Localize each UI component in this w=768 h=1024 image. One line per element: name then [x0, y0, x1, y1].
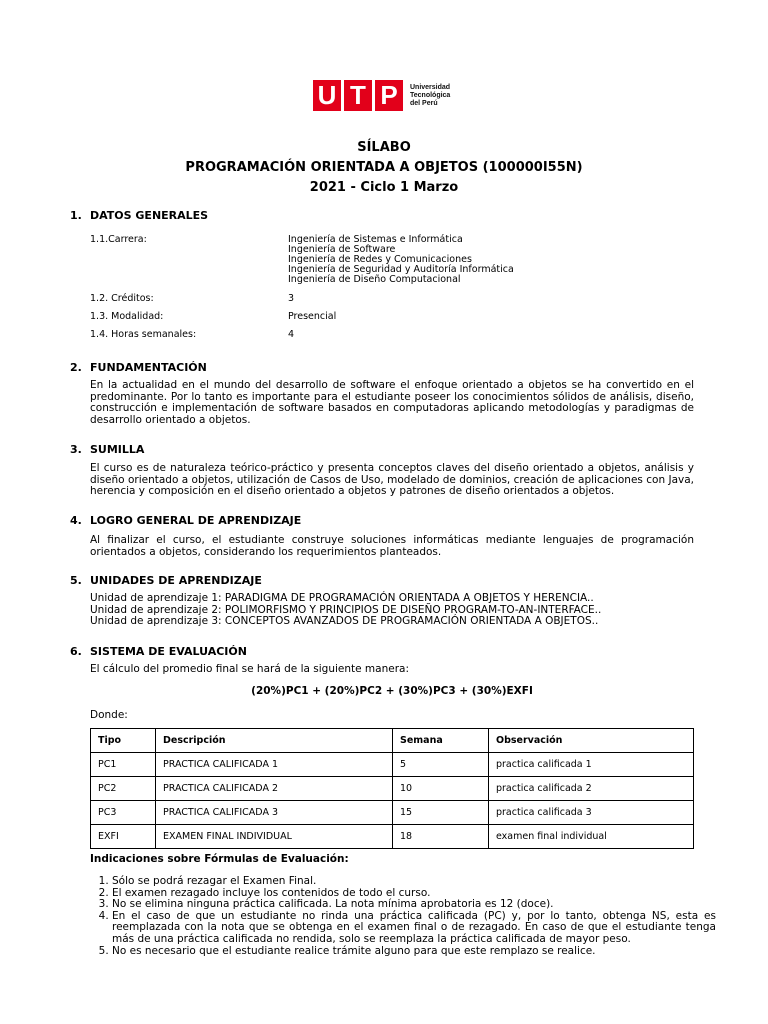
- course-title: PROGRAMACIÓN ORIENTADA A OBJETOS (100000I55N): [185, 160, 583, 175]
- unit-item: Unidad de aprendizaje 1: PARADIGMA DE PROGRAMACIÓN ORIENTADA A OBJETOS Y HERENCIA..: [90, 592, 594, 604]
- value-creditos: 3: [288, 293, 295, 304]
- table-header-row: [91, 729, 694, 753]
- evaluation-intro: El cálculo del promedio final se hará de la siguiente manera:: [90, 663, 409, 675]
- logro-text: Al finalizar el curso, el estudiante construye soluciones informáticas mediante lenguajes de programación orientados a objetos, considerando los requerimientos planteados.: [90, 534, 694, 558]
- section-heading-3: 3. SUMILLA: [70, 443, 145, 456]
- section-heading-6: 6. SISTEMA DE EVALUACIÓN: [70, 645, 247, 658]
- sumilla-text: El curso es de naturaleza teórico-práctico y presenta conceptos claves del diseño orientado a objetos, análisis y diseño orientado a objetos, utilización de Casos de Uso, modelado de dominios, creación de aplicaciones con Java, herencia y composición en el diseño orientado a objetos y patrones de diseño orientados a objetos.: [90, 462, 694, 498]
- section-heading-4: 4. LOGRO GENERAL DE APRENDIZAJE: [70, 514, 302, 527]
- value-horas: 4: [288, 329, 295, 340]
- utp-logo: [313, 80, 450, 111]
- table-row: EXFI EXAMEN FINAL INDIVIDUAL 18 examen final individual: [91, 825, 694, 849]
- evaluation-table: [90, 728, 694, 849]
- section-heading-5: 5. UNIDADES DE APRENDIZAJE: [70, 574, 262, 587]
- section-heading-2: 2. FUNDAMENTACIÓN: [70, 361, 207, 374]
- list-item: 5. No es necesario que el estudiante realice trámite alguno para que este remplazo se realice.: [112, 946, 716, 958]
- fundamentacion-text: En la actualidad en el mundo del desarrollo de software el enfoque orientado a objetos se ha convertido en el predominante. Por lo tanto es importante para el estudiante poseer los conocimientos sólidos de análisis, diseño, construcción e implementación de software basados en computadoras aplicando metodologías y paradigmas de desarrollo orientado a objetos.: [90, 379, 694, 426]
- list-item: 3. No se elimina ninguna práctica calificada. La nota mínima aprobatoria es 12 (doce).: [112, 899, 716, 911]
- table-row: PC2 PRACTICA CALIFICADA 2 10 practica calificada 2: [91, 777, 694, 801]
- label-creditos: 1.2. Créditos:: [90, 293, 154, 304]
- evaluation-formula: (20%)PC1 + (20%)PC2 + (30%)PC3 + (30%)EXFI: [251, 685, 533, 697]
- carreras-list: Ingeniería de Sistemas e Informática Ingeniería de Software Ingeniería de Redes y Comunicaciones Ingeniería de Seguridad y Auditoría Informática Ingeniería de Diseño Computacional: [288, 234, 514, 285]
- col-descripcion: Descripción: [156, 729, 393, 753]
- indications-title: Indicaciones sobre Fórmulas de Evaluación:: [90, 853, 349, 865]
- col-observacion: Observación: [489, 729, 694, 753]
- logo-letter-u: U: [313, 80, 341, 111]
- list-item: 2. El examen rezagado incluye los contenidos de todo el curso.: [112, 888, 716, 900]
- logo-letter-p: P: [375, 80, 403, 111]
- list-item: 1. Sólo se podrá rezagar el Examen Final.: [112, 876, 716, 888]
- label-carrera: 1.1.Carrera:: [90, 234, 147, 245]
- unit-item: Unidad de aprendizaje 3: CONCEPTOS AVANZADOS DE PROGRAMACIÓN ORIENTADA A OBJETOS..: [90, 615, 599, 628]
- label-horas: 1.4. Horas semanales:: [90, 329, 197, 340]
- logo-institution: Universidad Tecnológica del Perú: [410, 83, 451, 107]
- table-row: PC1 PRACTICA CALIFICADA 1 5 practica calificada 1: [91, 753, 694, 777]
- indications-list: [90, 876, 716, 957]
- col-tipo: Tipo: [91, 729, 156, 753]
- doc-title: SÍLABO: [357, 140, 411, 155]
- cycle-title: 2021 - Ciclo 1 Marzo: [309, 180, 459, 195]
- logo-letter-t: T: [344, 80, 372, 111]
- section-heading-1: 1. DATOS GENERALES: [70, 209, 209, 222]
- col-semana: Semana: [393, 729, 489, 753]
- units-list: [90, 593, 694, 628]
- list-item: 4. En el caso de que un estudiante no rinda una práctica calificada (PC) y, por lo tanto, obtenga NS, esta es reemplazada con la nota que se obtenga en el examen final o de rezagado. En caso de que el estudiante tenga más de una práctica calificada no rendida, solo se reemplaza la práctica calificada de mayor peso.: [112, 911, 716, 946]
- value-modalidad: Presencial: [288, 311, 337, 322]
- table-row: PC3 PRACTICA CALIFICADA 3 15 practica calificada 3: [91, 801, 694, 825]
- donde-label: Donde:: [90, 709, 128, 721]
- unit-item: Unidad de aprendizaje 2: POLIMORFISMO Y PRINCIPIOS DE DISEÑO PROGRAM-TO-AN-INTERFACE..: [90, 603, 602, 616]
- label-modalidad: 1.3. Modalidad:: [90, 311, 164, 322]
